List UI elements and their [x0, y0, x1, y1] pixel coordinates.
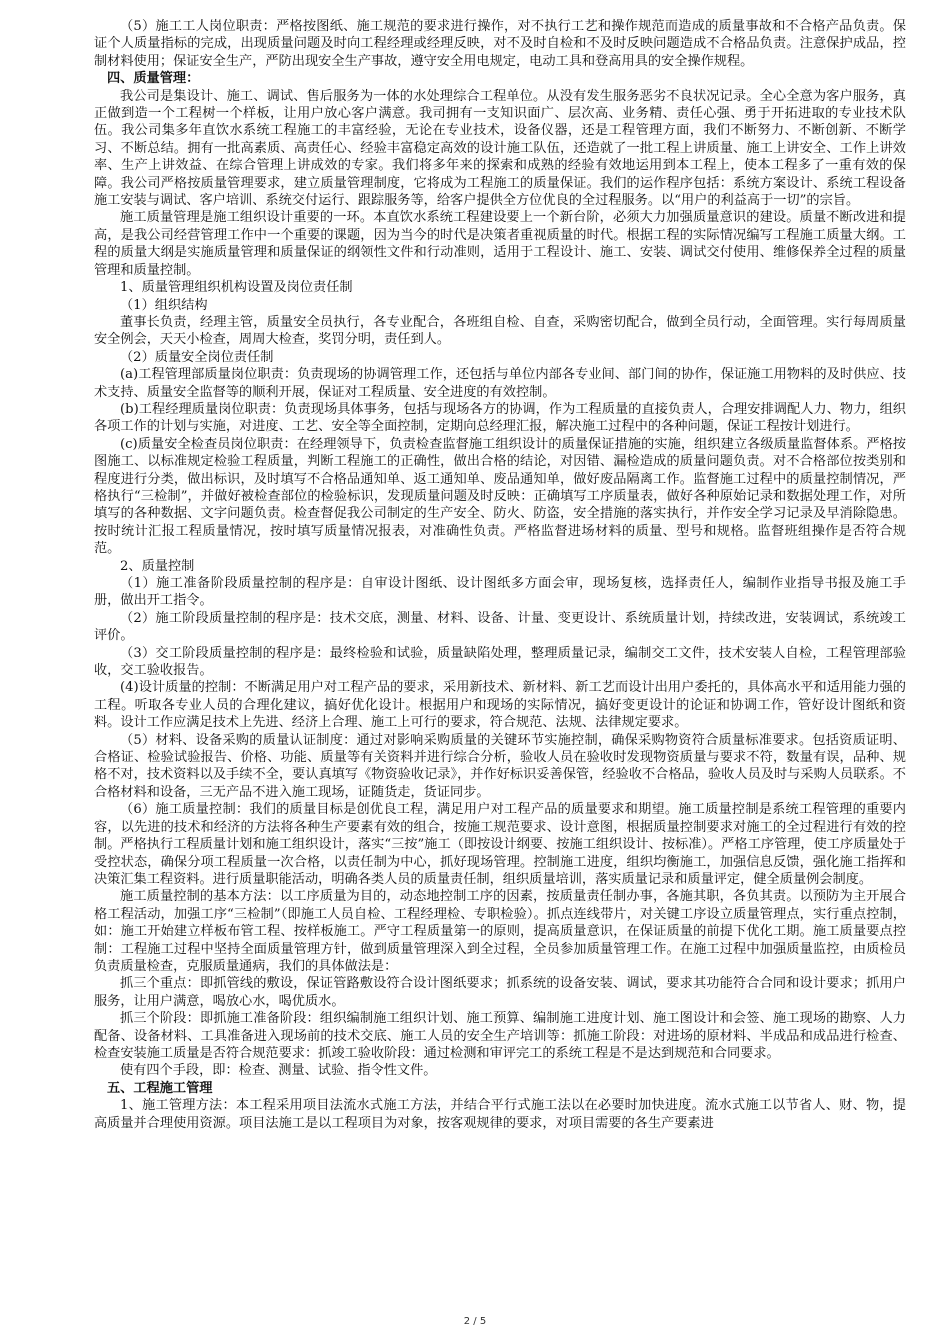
- paragraph-control-6: （6）施工质量控制：我们的质量目标是创优良工程，满足用户对工程产品的质量要求和期望。施工质量控制是系统工程管理的重要内容，以先进的技术和经济的方法将各种生产要素有效的组合，按施工规范要求、设计意图，根据质量控制要求对施工的全过程进行有效的控制。严格执行工程质量计划和施工组织设计，落实“三按”施工（即按设计纲要、按施工组织设计、按标准）。严格工序管理，使工序质量处于受控状态，确保分项工程质量一次合格，以责任制为中心，抓好现场管理。控制施工进度，组织均衡施工，加强信息反馈，强化施工指挥和决策汇集工程资料。进行质量职能活动，明确各类人员的质量责任制，组织质量培训，落实质量记录和质量评定，健全质量例会制度。: [94, 802, 906, 887]
- paragraph-control-5: （5）材料、设备采购的质量认证制度：通过对影响采购质量的关键环节实施控制，确保采购物资符合质量标准要求。包括资质证明、合格证、检验试验报告、价格、功能、质量等有关资料并进行综合分析，验收人员在验收时发现物资质量与要求不符，数量有误，品种、规格不对，技术资料以及手续不全，要认真填写《物资验收记录》，并作好标识妥善保管，经验收不合格品，验收人员及时与采购人员联系。不合格材料和设备，三无产品不进入施工现场，证随货走，货证同步。: [94, 732, 906, 800]
- page-number: 2 / 5: [463, 1316, 487, 1327]
- paragraph-three-stages: 抓三个阶段：即抓施工准备阶段：组织编制施工组织计划、施工预算、编制施工进度计划、施工图设计和会签、施工现场的勘察、人力配备、设备材料、工具准备进入现场前的技术交底、施工人员的安全生产培训等：抓施工阶段：对进场的原材料、半成品和成品进行检查、检查安装施工质量是否符合规范要求：抓竣工验收阶段：通过检测和审评完工的系统工程是不是达到规范和合同要求。: [94, 1011, 906, 1061]
- paragraph-duty-b: (b)工程经理质量岗位职责：负责现场具体事务，包括与现场各方的协调，作为工程质量的直接负责人，合理安排调配人力、物力，组织各项工作的计划与实施，对进度、工艺、安全等全面控制，定期向总经理汇报，解决施工过程中的各种问题，保证工程按计划进行。: [94, 401, 906, 435]
- paragraph-duty-c: (c)质量安全检查员岗位职责：在经理领导下，负责检查监督施工组织设计的质量保证措施的实施，组织建立各级质量监督体系。严格按图施工、以标准规定检验工程质量，判断工程施工的正确性，做出合格的结论，对因错、漏检造成的质量问题负责。对不合格部位按类别和程度进行分类，做出标识，及时填写不合格品通知单、返工通知单、废品通知单，做好废品隔离工作。监督施工过程中的质量控制情况，严格执行“三检制”，并做好被检查部位的检验标识，发现质量问题及时反映：正确填写工序质量表，做好各种原始记录和数据处理工作，对所填写的各种数据、文字问题负责。检查督促我公司制定的生产安全、防火、防盗，安全措施的落实执行，并作安全学习记录及早消除隐患。按时统计汇报工程质量情况，按时填写质量情况报表，对准确性负责。严格监督进场材料的质量、型号和规格。监督班组操作是否符合规范。: [94, 436, 906, 557]
- subheading-org-structure: （1）组织结构: [120, 297, 208, 313]
- subheading-organization: 1、质量管理组织机构设置及岗位责任制: [120, 280, 353, 296]
- paragraph-worker-duty: （5）施工工人岗位职责：严格按图纸、施工规范的要求进行操作，对不执行工艺和操作规范而造成的质量事故和不合格产品负责。保证个人质量指标的完成，出现质量问题及时向工程经理或经理反映，对不及时自检和不及时反映问题造成不合格品负责。注意保护成品，控制材料使用；保证安全生产，严防出现安全生产事故，遵守安全用电规定，电动工具和登高用具的安全操作规程。: [94, 19, 906, 69]
- section-heading-quality: 四、质量管理：: [107, 71, 200, 87]
- paragraph-three-focus: 抓三个重点：即抓管线的敷设，保证管路敷设符合设计图纸要求；抓系统的设备安装、调试，要求其功能符合合同和设计要求；抓用户服务，让用户满意，喝放心水，喝优质水。: [94, 976, 906, 1009]
- paragraph-quality-management: 施工质量管理是施工组织设计重要的一环。本直饮水系统工程建设要上一个新台阶，必须大力加强质量意识的建设。质量不断改进和提高，是我公司经营管理工作中一个重要的课题，因为当今的时代是决策者重视质量的时代。根据工程的实际情况编写工程施工质量大纲。工程的质量大纲是实施质量管理和质量保证的纲领性文件和行动准则，适用于工程设计、施工、安装、调试交付使用、维修保养全过程的质量管理和质量控制。: [94, 210, 906, 278]
- paragraph-control-4: (4)设计质量的控制：不断满足用户对工程产品的要求，采用新技术、新材料、新工艺而设计出用户委托的，具体高水平和适用能力强的工程。听取各专业人员的合理化建议，搞好优化设计。根据用户和现场的实际情况，搞好变更设计的论证和协调工作，管好设计图纸和资料。设计工作应满足技术上先进、经济上合理、施工上可行的要求，符合规范、法规、法律规定要求。: [94, 680, 906, 731]
- paragraph-duty-a: (a)工程管理部质量岗位职责：负责现场的协调管理工作，还包括与单位内部各专业间、部门间的协作，保证施工用物料的及时供应、技术支持、质量安全监督等的顺利开展，保证对工程质量、安全进度的有效控制。: [94, 367, 906, 400]
- paragraph-control-2: （2）施工阶段质量控制的程序是：技术交底，测量、材料、设备、计量、变更设计、系统质量计划，持续改进，安装调试，系统竣工评价。: [94, 610, 906, 644]
- section-heading-construction: 五、工程施工管理: [107, 1080, 213, 1096]
- paragraph-control-3: （3）交工阶段质量控制的程序是：最终检验和试验，质量缺陷处理，整理质量记录，编制交工文件，技术安装人自检，工程管理部验收，交工验收报告。: [94, 645, 906, 679]
- paragraph-org-structure: 董事长负责，经理主管，质量安全员执行，各专业配合，各班组自检、自查，采购密切配合，做到全员行动，全面管理。实行每周质量安全例会，天天小检查，周周大检查，奖罚分明，责任到人。: [94, 314, 906, 348]
- subheading-duty-system: （2）质量安全岗位责任制: [120, 349, 274, 365]
- paragraph-construction-method: 1、施工管理方法：本工程采用项目法流水式施工方法，并结合平行式施工法以在必要时加快进度。流水式施工以节省人、财、物，提高质量并合理使用资源。项目法施工是以工程项目为对象，按客观规律的要求，对项目需要的各生产要素进: [94, 1098, 906, 1131]
- paragraph-control-1: （1）施工准备阶段质量控制的程序是：自审设计图纸、设计图纸多方面会审，现场复核，选择责任人，编制作业指导书报及施工手册，做出开工指令。: [94, 576, 906, 609]
- paragraph-four-means: 使有四个手段，即：检查、测量、试验、指令性文件。: [120, 1063, 437, 1079]
- paragraph-company-intro: 我公司是集设计、施工、调试、售后服务为一体的水处理综合工程单位。从没有发生服务恶劣不良状况记录。全心全意为客户服务，真正做到造一个工程树一个样板，让用户放心客户满意。我司拥有一支知识面广、层次高、业务精、责任心强、勇于开拓进取的专业技术队伍。我公司集多年直饮水系统工程施工的丰富经验，无论在专业技术，设备仪器，还是工程管理方面，我们不断努力、不断创新、不断学习、不断总结。拥有一批高素质、高责任心、经验丰富稳定高效的设计施工队伍，还造就了一批工程上讲质量、施工上讲安全、工作上讲效率、生产上讲效益、在综合管理上讲成效的专家。我们将多年来的探索和成熟的经验有效地运用到本工程上，使本工程多了一重有效的保障。我公司严格按质量管理要求，建立质量管理制度，它将成为工程施工的质量保证。我们的运作程序包括：系统方案设计、系统工程设备施工安装与调试、客户培训、系统交付运行、跟踪服务等，给客户提供全方位优良的全过程服务。以“用户的利益高于一切”的宗旨。: [94, 88, 906, 209]
- document-body: [94, 18, 906, 1132]
- paragraph-basic-method: 施工质量控制的基本方法：以工序质量为目的，动态地控制工序的因素，按质量责任制办事，各施其职，各负其责。以预防为主开展合格工程活动，加强工序“三检制”（即施工人员自检、工程经理检、专职检验）。抓点连线带片，对关键工序设立质量管理点，实行重点控制，如：施工开始建立样板布管工程、按样板施工。严守工程质量第一的原则，提高质量意识，在保证质量的前提下优化工期。施工质量要点控制：工程施工过程中坚持全面质量管理方针，做到质量管理深入到全过程，全员参加质量管理工作。在施工过程中加强质量监控，由质检员负责质量检查，克服质量通病，我们的具体做法是：: [94, 889, 906, 974]
- subheading-quality-control: 2、质量控制: [120, 558, 195, 574]
